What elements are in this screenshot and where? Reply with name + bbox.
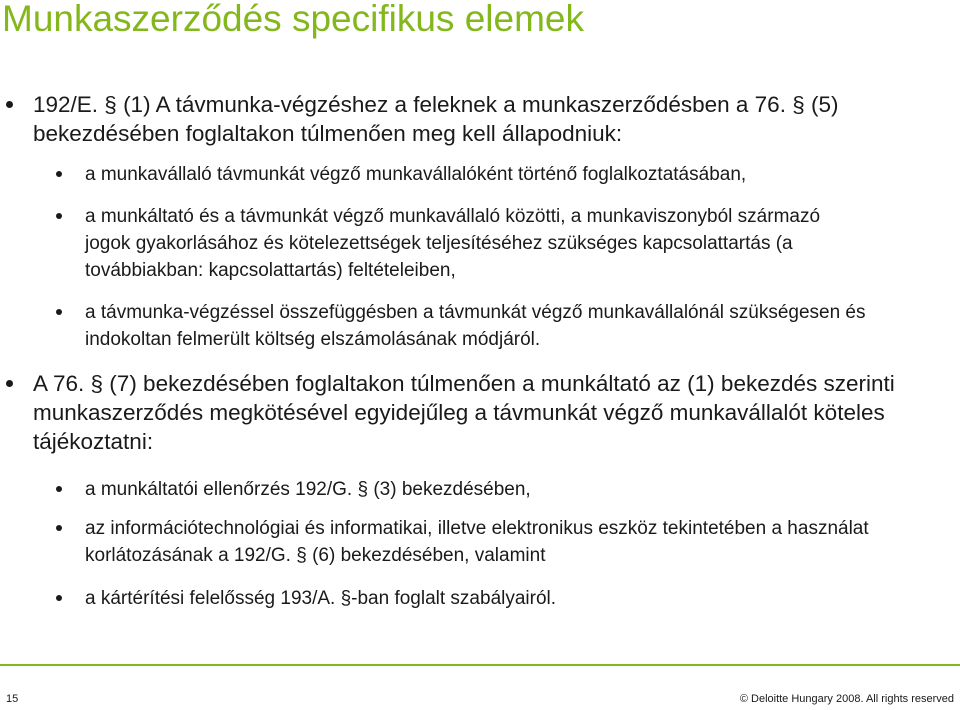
sub-list-item-text: a távmunka-végzéssel összefüggésben a távmunkát végző munkavállalónál szükségesen és indokoltan felmerült költség elszámolásának módjáról. <box>85 302 866 350</box>
copyright-notice: © Deloitte Hungary 2008. All rights reserved <box>739 693 954 705</box>
sub-list-item-text: az információtechnológiai és informatikai, illetve elektronikus eszköz tekintetében a használat korlátozásának a 192/G. § (6) bekezdésében, valamint <box>85 518 869 566</box>
sub-list-item <box>56 299 896 353</box>
bullet-icon <box>6 101 13 108</box>
page-title: Munkaszerződés specifikus elemek <box>2 0 584 39</box>
bullet-icon <box>6 380 13 387</box>
sub-list-item-text: a munkáltatói ellenőrzés 192/G. § (3) bekezdésében, <box>85 479 531 500</box>
bullet-icon <box>56 213 62 219</box>
footer-divider <box>0 664 960 666</box>
bullet-icon <box>56 309 62 315</box>
list-item-text: 192/E. § (1) A távmunka-végzéshez a feleknek a munkaszerződésben a 76. § (5) bekezdésében foglaltakon túlmenően meg kell állapodniuk: <box>33 92 839 146</box>
sub-list-item <box>56 585 936 612</box>
list-item <box>6 90 956 148</box>
page-number: 15 <box>6 693 19 705</box>
list-item <box>6 369 956 456</box>
bullet-icon <box>56 525 62 531</box>
bullet-icon <box>56 486 62 492</box>
sub-list-item <box>56 476 936 503</box>
sub-list-item-text: a munkáltató és a távmunkát végző munkavállaló közötti, a munkaviszonyból származó jogok gyakorlásához és kötelezettségek teljesítéséhez szükséges kapcsolattartás (a továbbiakban: kapcsolattartás) feltételeiben, <box>85 206 821 281</box>
bullet-icon <box>56 595 62 601</box>
sub-list-item-text: a munkavállaló távmunkát végző munkavállalóként történő foglalkoztatásában, <box>85 164 747 185</box>
sub-list-item-text: a kártérítési felelősség 193/A. §-ban foglalt szabályairól. <box>85 588 557 609</box>
list-item-text: A 76. § (7) bekezdésében foglaltakon túlmenően a munkáltató az (1) bekezdés szerinti munkaszerződés megkötésével egyidejűleg a távmunkát végző munkavállalót köteles tájékoztatni: <box>33 371 895 454</box>
sub-list-item <box>56 515 936 569</box>
bullet-icon <box>56 171 62 177</box>
sub-list-item <box>56 161 936 188</box>
sub-list-item <box>56 203 866 284</box>
